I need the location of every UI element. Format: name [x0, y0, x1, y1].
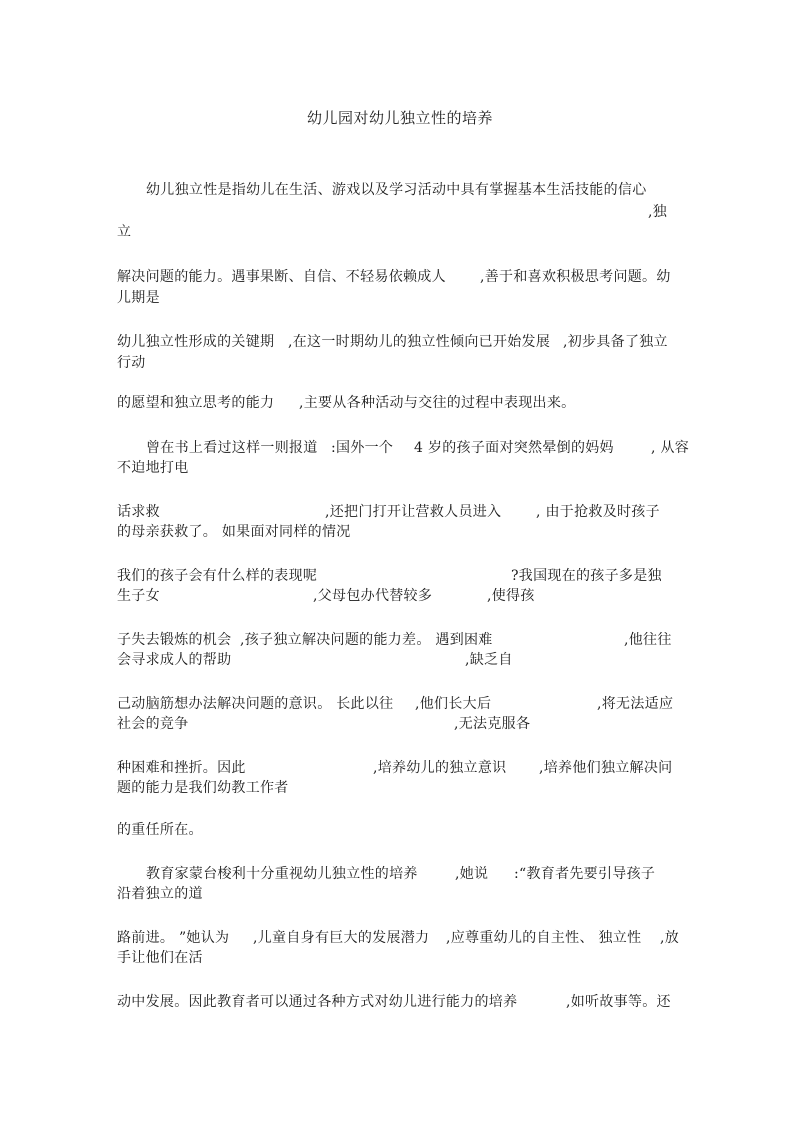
text-fragment: ,使得孩	[487, 588, 535, 604]
text-fragment: 不迫地打电	[117, 460, 189, 476]
text-fragment: 路前进。 ”她认为	[117, 930, 230, 946]
text-fragment: 沿着独立的道	[117, 886, 203, 902]
text-fragment: 生子女	[117, 588, 160, 604]
text-fragment: ?我国现在的孩子多是独	[511, 568, 662, 584]
text-fragment: ,无法克服各	[454, 716, 531, 732]
text-fragment: 行动	[117, 355, 146, 371]
text-fragment: 的重任所在。	[117, 822, 203, 838]
text-fragment: ,善于和喜欢积极思考问题。幼	[480, 269, 671, 285]
text-fragment: ,放	[660, 930, 680, 946]
text-fragment: ,她说	[455, 866, 489, 882]
text-fragment: ,初步具备了独立	[563, 334, 668, 350]
text-fragment: ,父母包办代替较多	[313, 588, 433, 604]
text-fragment: ,培养幼儿的独立意识	[373, 760, 507, 776]
text-fragment: 社会的竞争	[117, 716, 189, 732]
text-fragment: 立	[117, 224, 132, 240]
text-fragment: 种困难和挫折。因此	[117, 760, 246, 776]
text-fragment: :“教育者先要引导孩子	[514, 866, 656, 882]
text-fragment: 话求救	[117, 504, 160, 520]
text-fragment: :国外一个	[331, 440, 394, 456]
text-fragment: 教育家蒙台梭利十分重视幼儿独立性的培养	[146, 866, 418, 882]
text-fragment: 己动脑筋想办法解决问题的意识。 长此以往	[117, 696, 394, 712]
text-fragment: 的愿望和独立思考的能力	[117, 395, 275, 411]
text-fragment: ,还把门打开让营救人员进入	[325, 504, 502, 520]
text-fragment: 4 岁的孩子面对突然晕倒的妈妈	[414, 440, 614, 456]
text-fragment: 动中发展。因此教育者可以通过各种方式对幼儿进行能力的培养	[117, 994, 518, 1010]
text-fragment: 幼儿独立性是指幼儿在生活、游戏以及学习活动中具有掌握基本生活技能的信心	[146, 182, 647, 198]
text-fragment: 解决问题的能力。遇事果断、自信、不轻易依赖成人	[117, 269, 446, 285]
text-fragment: ,他往往	[624, 632, 672, 648]
text-fragment: 会寻求成人的帮助	[117, 652, 232, 668]
text-fragment: 子失去锻炼的机会	[117, 632, 232, 648]
text-fragment: ,如听故事等。还	[566, 994, 671, 1010]
text-fragment: ,主要从各种活动与交往的过程中表现出来。	[299, 395, 576, 411]
text-fragment: 的母亲获救了。 如果面对同样的情况	[117, 524, 351, 540]
text-fragment: ,独	[648, 204, 668, 220]
text-fragment: ,在这一时期幼儿的独立性倾向已开始发展	[288, 334, 551, 350]
text-fragment: ,将无法适应	[597, 696, 674, 712]
text-fragment: 曾在书上看过这样一则报道	[146, 440, 318, 456]
text-fragment: 我们的孩子会有什么样的表现呢	[117, 568, 318, 584]
text-fragment: ,他们长大后	[415, 696, 492, 712]
text-fragment: 幼儿独立性形成的关键期	[117, 334, 275, 350]
text-fragment: ,孩子独立解决问题的能力差。 遇到困难	[240, 632, 493, 648]
text-fragment: ,缺乏自	[465, 652, 513, 668]
text-fragment: ,儿童自身有巨大的发展潜力	[253, 930, 430, 946]
text-fragment: , 从容	[651, 440, 690, 456]
text-fragment: ,培养他们独立解决问	[539, 760, 673, 776]
text-fragment: ,应尊重幼儿的自主性、 独立性	[446, 930, 642, 946]
text-fragment: 儿期是	[117, 290, 160, 306]
text-fragment: 手让他们在活	[117, 950, 203, 966]
document-title: 幼儿园对幼儿独立性的培养	[306, 109, 493, 127]
text-fragment: , 由于抢救及时孩子	[536, 504, 660, 520]
text-fragment: 题的能力是我们幼教工作者	[117, 780, 289, 796]
